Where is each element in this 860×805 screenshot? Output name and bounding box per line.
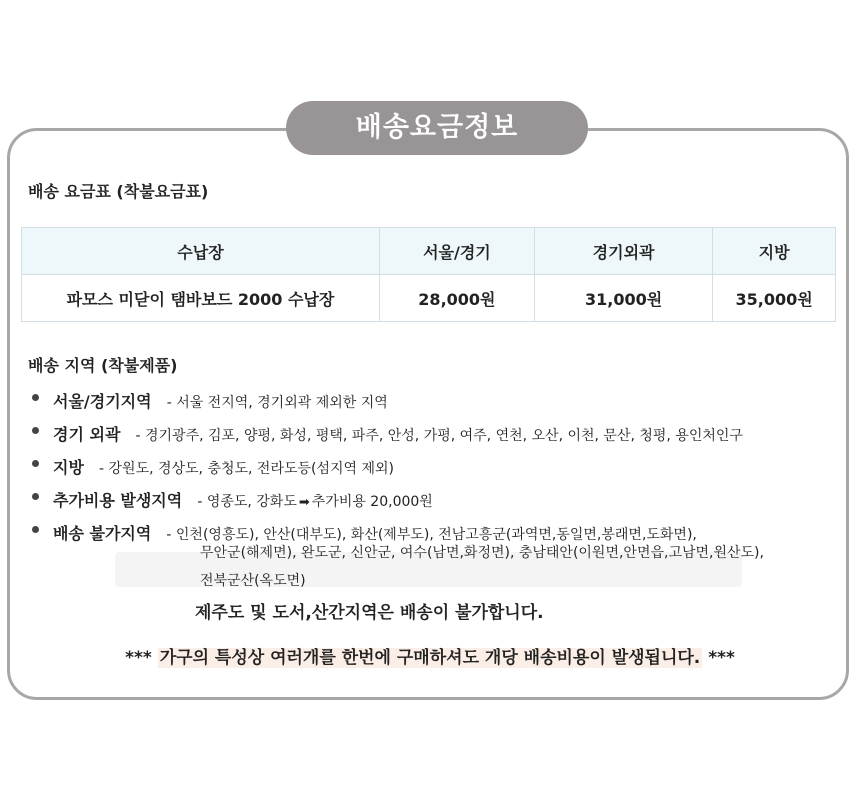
fee-cell-regional: 35,000원	[713, 275, 836, 322]
undeliverable-areas-continued: 무안군(해제면), 완도군, 신안군, 여수(남면,화정면), 충남태안(이원면,안면읍,고남면,원산도),	[200, 545, 764, 561]
fee-cell-gyeonggi-outskirts: 31,000원	[534, 275, 712, 322]
fee-table	[21, 227, 836, 322]
delivery-area-heading: 배송 지역 (착불제품)	[28, 356, 178, 375]
footer-notice	[0, 643, 860, 668]
area-name: 경기 외곽	[53, 425, 121, 444]
product-name-cell: 파모스 미닫이 탬바보드 2000 수납장	[22, 275, 380, 322]
list-item	[30, 389, 850, 422]
area-name: 서울/경기지역	[53, 392, 152, 411]
fee-table-header-row	[22, 228, 836, 275]
undeliverable-areas-continued: 전북군산(옥도면)	[200, 573, 306, 589]
area-description: - 인천(영흥도), 안산(대부도), 화산(제부도), 전남고흥군(과역면,동일면,봉래면,도화면),	[166, 527, 697, 543]
column-header-seoul-gyeonggi: 서울/경기	[379, 228, 534, 275]
list-item	[30, 455, 850, 488]
bullet-icon	[32, 460, 39, 467]
area-description	[197, 494, 433, 510]
fee-cell-seoul-gyeonggi: 28,000원	[379, 275, 534, 322]
arrow-right-icon: ➡	[298, 495, 310, 510]
area-description: - 강원도, 경상도, 충청도, 전라도등(섬지역 제외)	[99, 461, 395, 477]
extra-cost-text: 추가비용 20,000원	[311, 494, 433, 510]
footer-prefix: ***	[125, 648, 152, 668]
list-item	[30, 488, 850, 521]
fee-table-heading: 배송 요금표 (착불요금표)	[28, 182, 209, 201]
footer-suffix: ***	[708, 648, 735, 668]
page-title: 배송요금정보	[286, 101, 588, 155]
bullet-icon	[32, 394, 39, 401]
area-description: - 경기광주, 김포, 양평, 화성, 평택, 파주, 안성, 가평, 여주, 연천, 오산, 이천, 문산, 청평, 용인처인구	[135, 428, 743, 444]
area-name: 추가비용 발생지역	[53, 491, 183, 510]
bullet-icon	[32, 526, 39, 533]
area-name: 배송 불가지역	[53, 524, 152, 543]
table-row	[22, 275, 836, 322]
bullet-icon	[32, 493, 39, 500]
bullet-icon	[32, 427, 39, 434]
delivery-area-list	[30, 389, 850, 554]
column-header-regional: 지방	[713, 228, 836, 275]
column-header-gyeonggi-outskirts: 경기외곽	[534, 228, 712, 275]
area-description-text: - 영종도, 강화도	[197, 494, 297, 510]
footer-notice-text: 가구의 특성상 여러개를 한번에 구매하셔도 개당 배송비용이 발생됩니다.	[159, 648, 701, 668]
area-name: 지방	[53, 458, 84, 477]
area-description: - 서울 전지역, 경기외곽 제외한 지역	[166, 395, 388, 411]
list-item	[30, 422, 850, 455]
jeju-island-note: 제주도 및 도서,산간지역은 배송이 불가합니다.	[195, 603, 544, 623]
column-header-cabinet: 수납장	[22, 228, 380, 275]
